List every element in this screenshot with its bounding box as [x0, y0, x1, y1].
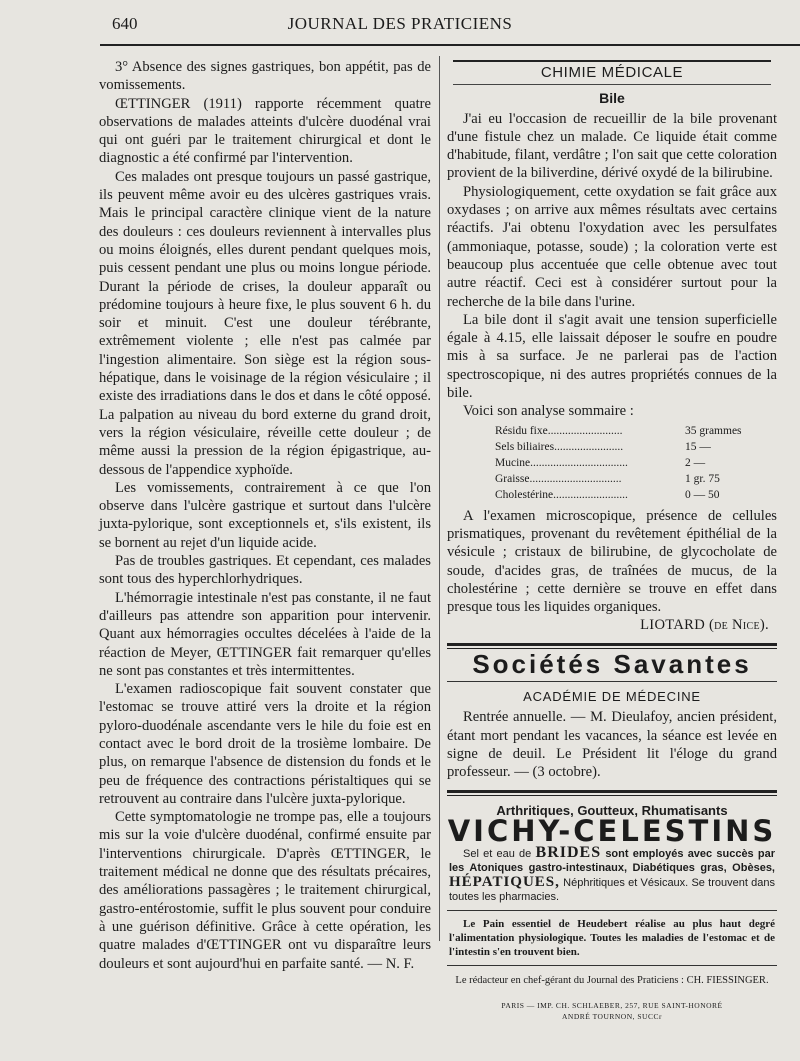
analysis-value: 1 gr. 75 [685, 472, 720, 485]
section-banner: Sociétés Savantes [472, 648, 752, 679]
vichy-advertisement [447, 802, 777, 905]
paragraph: L'hémorragie intestinale n'est pas constante, il ne faut d'ailleurs pas attendre son apparition pour intervenir. Quant aux hémorragies occultes décelées à l'aide de la réaction de Meyer, ŒTTINGER fait remarquer qu'elles ne sont pas constantes et très intermittentes. [99, 589, 431, 679]
analysis-value: 0 — 50 [685, 488, 720, 501]
paragraph: J'ai eu l'occasion de recueillir de la bile provenant d'une fistule chez un malade. Ce liquide était comme d'habitude, filant, verdâtre ; l'on sait que cette coloration provient de la biliverdine, dérivé oxydé de la bilirubine. [447, 110, 777, 182]
imprint-line: ANDRÉ TOURNON, SUCCr [562, 1012, 662, 1022]
analysis-value: 15 — [685, 440, 711, 453]
column-divider [439, 56, 440, 941]
analysis-row [495, 439, 777, 455]
paragraph: ŒTTINGER (1911) rapporte récemment quatre observations de malades atteints d'ulcère duodénal vrai qui ont guéri par le traitement chirurgical et dont le diagnostic a été confirmé par l'intervention. [99, 95, 431, 167]
divider [447, 965, 777, 966]
analysis-label: Cholestérine.......................... [495, 488, 628, 501]
academy-heading: ACADÉMIE DE MÉDECINE [523, 689, 701, 705]
analysis-label: Résidu fixe.......................... [495, 424, 623, 437]
ad-tagline: Arthritiques, Goutteux, Rhumatisants [496, 802, 728, 818]
ad-text: Sel et eau de [463, 848, 532, 861]
printer-imprint [447, 1000, 777, 1022]
ad-brand: HÉPATIQUES, [449, 874, 560, 891]
paragraph: L'examen radioscopique fait souvent constater que l'estomac se trouve attiré vers la droite et la région pyloro-duodénale ascendante vers le hile du foie est en contact avec le bord droit de la trosième lombaire. De plus, on remarque l'absence de distension du fonds et le peu de fréquence des contractions péristaltiques qui se retrouvent au contraire dans l'ulcère juxta-pylorique. [99, 681, 431, 807]
divider [447, 681, 777, 682]
section-rule [447, 643, 777, 649]
rubric-heading: CHIMIE MÉDICALE [453, 60, 771, 85]
heudebert-advertisement [447, 917, 777, 959]
analysis-row [495, 487, 777, 503]
paragraph: Rentrée annuelle. — M. Dieulafoy, ancien président, étant mort pendant les vacances, la séance est levée en signe de deuil. Le Président lit l'éloge du grand professeur. — (3 octobre). [447, 709, 777, 781]
article-title: Bile [599, 90, 625, 107]
header-rule [100, 44, 800, 46]
analysis-label: Sels biliaires........................ [495, 440, 624, 453]
brides-advertisement [447, 846, 777, 904]
paragraph: Physiologiquement, cette oxydation se fait grâce aux oxydases ; on arrive aux mêmes résultats avec certains réactifs. J'ai obtenu l'oxydation avec les persulfates (ammoniaque, potasse, soude) ; la coloration verte est beaucoup plus accentuée que celle obtenue avec tout autre réactif. Ceci est à considérer surtout pour la recherche de la bile dans l'urine. [447, 183, 777, 310]
paragraph: Les vomissements, contrairement à ce que l'on observe dans l'ulcère gastrique et surtout dans l'ulcère juxta-pylorique, sont exceptionnels et, s'ils existent, ils se bornent au rejet d'un liquide acide. [99, 479, 431, 551]
paragraph: Cette symptomatologie ne trompe pas, elle a toujours mis sur la voie d'ulcère duodénal, confirmé ensuite par l'interventions chirurgicale. D'après ŒTTINGER, le traitement médical ne donne que des résultats précaires, des améliorations passagères ; le traitement chirurgical, gastro-entérostomie, suffit le plus souvent pour conduire à une guérison définitive. Grâce à cette opération, les quatre malades d'ŒTTINGER ont vu disparaître leurs douleurs et sont aujourd'hui en parfaite santé. — N. F. [99, 809, 431, 972]
ad-rule [447, 790, 777, 796]
ad-brand: BRIDES [535, 844, 602, 862]
analysis-value: 2 — [685, 456, 706, 469]
paragraph: A l'examen microscopique, présence de cellules prismatiques, provenant du revêtement épithélial de la vésicule ; cristaux de bilirubine, de glycocholate de soude, d'acides gras, de traînées de mucus, de la cholestérine ; cette dernière se trouve en effet dans presque tous les liquides organiques. [447, 507, 777, 616]
ad-brand: VICHY-CELESTINS [447, 813, 777, 848]
left-column [99, 58, 431, 973]
journal-title: JOURNAL DES PRATICIENS [287, 14, 513, 33]
analysis-row [495, 471, 777, 487]
analysis-row [495, 455, 777, 471]
analysis-value: 35 grammes [685, 424, 742, 437]
paragraph: Voici son analyse sommaire : [463, 403, 634, 420]
ad-text: Le Pain essentiel de Heudebert réalise au plus haut degré l'alimentation physiologique. Toutes les maladies de l'estomac et de l'intestin s'en trouvent bien. [449, 918, 775, 959]
ad-text [449, 846, 775, 904]
divider [447, 910, 777, 911]
ad-text: Néphritiques et Vésicaux. Se trouvent dans toutes les pharmacies. [449, 877, 775, 904]
paragraph: Pas de troubles gastriques. Et cependant, ces malades sont tous des hyperchlorhydriques. [99, 553, 431, 588]
editor-credit: Le rédacteur en chef-gérant du Journal des Praticiens : CH. FIESSINGER. [455, 975, 769, 987]
analysis-row [495, 423, 777, 439]
analysis-label: Graisse................................ [495, 472, 622, 485]
author-signature: LIOTARD (de Nice). [640, 617, 769, 634]
paragraph: 3° Absence des signes gastriques, bon appétit, pas de vomissements. [99, 59, 431, 94]
analysis-table [495, 423, 777, 503]
page-header [0, 14, 800, 40]
paragraph: La bile dont il s'agit avait une tension superficielle égale à 4.15, elle laissait déposer le soufre en poudre mis à sa surface. Je ne parlerai pas de l'action spectroscopique, ni des autres propriétés connues de la bile. [447, 311, 777, 402]
imprint-line: PARIS — IMP. CH. SCHLAEBER, 257, RUE SAINT-HONORÉ [501, 1001, 723, 1011]
page-number: 640 [112, 14, 138, 33]
paragraph: Ces malades ont presque toujours un passé gastrique, ils peuvent même avoir eu des ulcères gastriques vrais. Mais le principal caractère clinique vient de la nature des douleurs : ces douleurs reviennent à intervalles plus ou moins éloignés, elles durent pendant quelques mois, puis cessent pendant une plus ou moins longue période. Durant la période de crises, la douleur apparaît ou prédomine toujours à heure fixe, le plus souvent 6 h. du soir et minuit. C'est une douleur térébrante, extrêmement violente ; elle n'est pas calmée par l'ingestion alimentaire. Son siège est la région sous-hépatique, dans le voisinage de la région vésiculaire ; il existe des irradiations dans le dos et dans le côté opposé. La palpation au niveau du bord externe du grand droit, vers la région vésiculaire, réveille cette douleur ; de même aussi la pression de la région épigastrique, au-dessous de l'appendice xyphoïde. [99, 168, 431, 478]
ad-text: sont employés avec succès par les Atoniques gastro-intestinaux, Diabétiques gras, Obèses, [449, 848, 776, 875]
analysis-label: Mucine.................................. [495, 456, 628, 469]
right-column [447, 58, 777, 1022]
